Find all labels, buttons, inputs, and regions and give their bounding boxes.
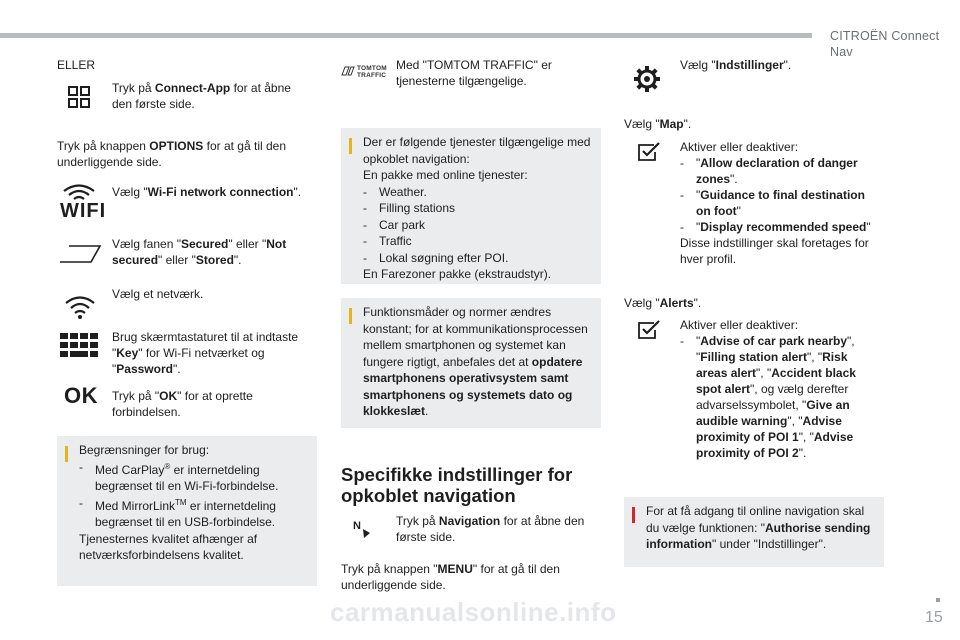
usage-limits-note: [57, 436, 317, 586]
step-options: Tryk på knappen OPTIONS for at gå til den underliggende side.: [57, 139, 287, 169]
step-keyboard: Brug skærmtastaturet til at indtaste "Key" for Wi-Fi netværket og "Password".: [112, 330, 299, 376]
step-navigation: Tryk på Navigation for at åbne den første side.: [396, 514, 585, 544]
step-settings: Vælg "Indstillinger".: [680, 58, 792, 72]
alerts-activate-label: Aktiver eller deaktiver:: [680, 318, 799, 332]
page-header-title: CITROËN Connect Nav: [830, 29, 940, 59]
map-option: - "Allow declaration of danger zones".: [680, 156, 858, 186]
note-bar: [349, 308, 352, 324]
tomtom-text: Med "TOMTOM TRAFFIC" er tjenesterne tilgængelige.: [396, 58, 552, 88]
note-bar: [349, 138, 352, 154]
checkbox-check-icon: [637, 320, 661, 340]
wifi-waves-icon: [62, 183, 96, 201]
step-ok: Tryk på "OK" for at oprette forbindelsen.: [112, 389, 253, 419]
step-wifi: Vælg "Wi-Fi network connection".: [112, 185, 302, 199]
eller-label: ELLER: [57, 58, 96, 72]
note-footer: Tjenesternes kvalitet afhænger af netværksforbindelsens kvalitet.: [79, 531, 258, 562]
alerts-option: - "Advise of car park nearby", "Filling station alert", "Risk areas alert", "Accident black spot alert", og vælg derefter advarselssymbolet, "Give an audible warning", "Advise proximity of POI 1", "Advise proximity of POI 2".: [680, 334, 856, 460]
step-menu: Tryk på knappen "MENU" for at gå til den underliggende side.: [341, 562, 560, 592]
watermark: carmanualsonline.info: [330, 597, 617, 627]
map-option: - "Guidance to final destination on foot": [680, 188, 865, 218]
section-heading: Specifikke indstillinger for opkoblet navigation: [341, 464, 573, 506]
warning-bar: [632, 507, 635, 523]
tomtom-logo-text: TOMTOM TRAFFIC: [357, 65, 387, 79]
service-item: - Filling stations: [363, 201, 456, 215]
wifi-label-icon: WIFI: [60, 200, 107, 222]
service-item: - Lokal søgning efter POI.: [363, 250, 509, 265]
ok-icon: OK: [64, 383, 98, 408]
note-item-mirrorlink: - Med MirrorLink™ er internetdeling begrænset til en USB-forbindelse.: [79, 495, 276, 529]
tomtom-traffic-icon: [341, 64, 355, 78]
note-title: Begrænsninger for brug:: [79, 443, 210, 457]
online-navigation-warning: [624, 497, 884, 567]
keyboard-icon: [60, 333, 98, 357]
checkbox-check-icon: [637, 142, 661, 162]
side-marker: [936, 598, 940, 602]
top-rule: [0, 33, 812, 38]
warning-text: For at få adgang til online navigation skal du vælge funktionen: "Authorise sending information" under "Indstillinger".: [646, 504, 871, 551]
service-item: - Car park: [363, 217, 426, 232]
map-options: [680, 139, 880, 267]
step-connect-app: Tryk på Connect-App for at åbne den første side.: [112, 81, 291, 111]
services-footer: En Farezoner pakke (ekstraudstyr).: [363, 267, 552, 281]
services-pack: En pakke med online tjenester:: [363, 168, 528, 182]
map-activate-label: Aktiver eller deaktiver:: [680, 140, 799, 154]
map-footer: Disse indstillinger skal foretages for hver profil.: [680, 236, 869, 266]
connect-app-grid-icon: [68, 86, 90, 108]
note-item-carplay: - Med CarPlay® er internetdeling begrænset til en Wi-Fi-forbindelse.: [79, 459, 279, 493]
functions-text: Funktionsmåder og normer ændres konstant; for at kommunikationsprocessen mellem smartphonen og systemet kan fungere rigtigt, anbefales det at opdatere smartphonens operativsystem samt smartphonens og systemets dato og klokkeslæt.: [363, 305, 588, 418]
network-wifi-icon: [64, 294, 96, 320]
alerts-options: [680, 317, 880, 461]
services-intro: Der er følgende tjenester tilgængelige med opkoblet navigation:: [363, 135, 591, 166]
service-item: - Traffic: [363, 234, 412, 248]
note-bar: [65, 446, 68, 462]
tab-parallelogram-icon: [59, 244, 101, 264]
functions-note: [341, 298, 601, 428]
service-item: - Weather.: [363, 184, 427, 199]
step-map: Vælg "Map".: [624, 117, 692, 131]
step-network: Vælg et netværk.: [112, 287, 204, 301]
settings-gear-icon: [634, 66, 660, 92]
nav-letter: N: [353, 520, 361, 532]
map-option: - "Display recommended speed": [680, 220, 871, 234]
step-alerts: Vælg "Alerts".: [624, 296, 702, 310]
page-number: 15: [925, 609, 943, 626]
step-tab: Vælg fanen "Secured" eller "Not secured" eller "Stored".: [112, 237, 287, 267]
navigation-n-icon: [352, 517, 372, 539]
services-note: [341, 128, 601, 284]
